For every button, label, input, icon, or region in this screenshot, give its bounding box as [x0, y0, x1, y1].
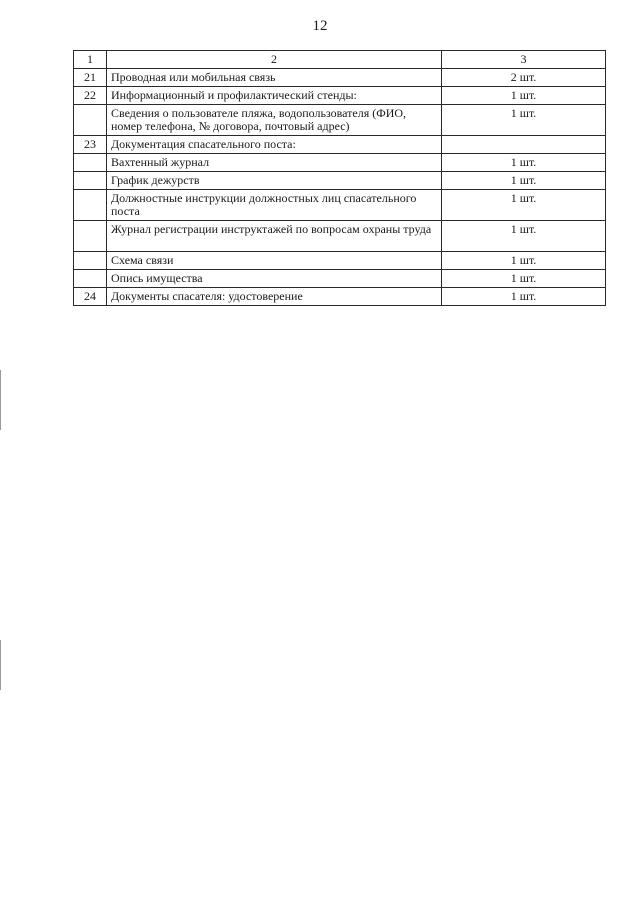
- row-quantity: [442, 136, 606, 154]
- row-number: [74, 252, 107, 270]
- row-text: Опись имущества: [107, 270, 442, 288]
- row-quantity: 1 шт.: [442, 87, 606, 105]
- table-row: [74, 252, 606, 270]
- row-number: 24: [74, 288, 107, 306]
- header-cell: 1: [74, 51, 107, 69]
- row-number: 23: [74, 136, 107, 154]
- row-quantity: 1 шт.: [442, 172, 606, 190]
- row-text: Схема связи: [107, 252, 442, 270]
- row-text: Должностные инструкции должностных лиц спасательного поста: [107, 190, 442, 221]
- header-cell: 3: [442, 51, 606, 69]
- row-quantity: 1 шт.: [442, 190, 606, 221]
- table-row: [74, 270, 606, 288]
- row-number: 21: [74, 69, 107, 87]
- row-number: [74, 105, 107, 136]
- page-number: 12: [312, 18, 328, 34]
- row-text: Вахтенный журнал: [107, 154, 442, 172]
- row-number: [74, 190, 107, 221]
- row-number: [74, 270, 107, 288]
- table-row: [74, 154, 606, 172]
- row-text: Проводная или мобильная связь: [107, 69, 442, 87]
- scan-edge-mark: [0, 370, 1, 430]
- row-quantity: 1 шт.: [442, 105, 606, 136]
- scan-edge-mark: [0, 640, 1, 690]
- row-quantity: 1 шт.: [442, 270, 606, 288]
- equipment-table: [73, 50, 606, 306]
- row-quantity: 1 шт.: [442, 154, 606, 172]
- row-text: Документы спасателя: удостоверение: [107, 288, 442, 306]
- row-quantity: 1 шт.: [442, 221, 606, 252]
- row-quantity: 2 шт.: [442, 69, 606, 87]
- table-row: [74, 87, 606, 105]
- table-row: [74, 288, 606, 306]
- table-row: [74, 221, 606, 252]
- row-text: Журнал регистрации инструктажей по вопросам охраны труда: [107, 221, 442, 252]
- row-number: 22: [74, 87, 107, 105]
- row-text: Информационный и профилактический стенды:: [107, 87, 442, 105]
- table-row: [74, 69, 606, 87]
- row-text: График дежурств: [107, 172, 442, 190]
- row-text: Документация спасательного поста:: [107, 136, 442, 154]
- table-row: [74, 136, 606, 154]
- table-row: [74, 172, 606, 190]
- row-number: [74, 221, 107, 252]
- row-quantity: 1 шт.: [442, 288, 606, 306]
- row-number: [74, 172, 107, 190]
- table-row: [74, 190, 606, 221]
- header-cell: 2: [107, 51, 442, 69]
- table-header-row: [74, 51, 606, 69]
- row-number: [74, 154, 107, 172]
- row-text: Сведения о пользователе пляжа, водопользователя (ФИО, номер телефона, № договора, почтовый адрес): [107, 105, 442, 136]
- table-row: [74, 105, 606, 136]
- row-quantity: 1 шт.: [442, 252, 606, 270]
